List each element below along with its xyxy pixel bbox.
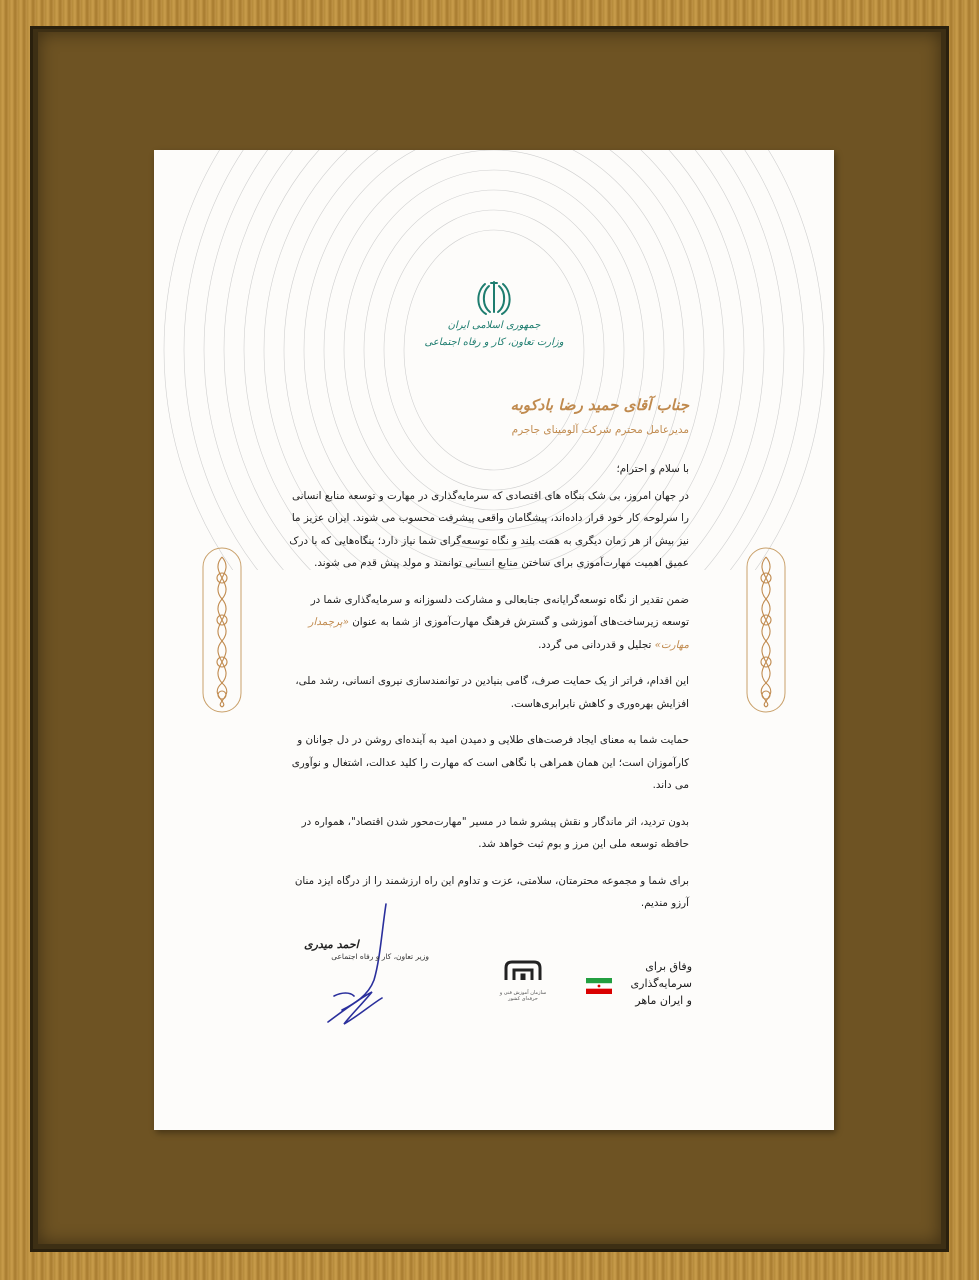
paragraph-1: در جهان امروز، بی شک بنگاه های اقتصادی که سرمایه‌گذاری در مهارت و توسعه منابع انسانی را سرلوحه کار خود قرار داده‌اند، پیشگامان واقعی پیشرفت محسوب می شوند. ایران عزیز ما نیز بیش از هر زمان دیگری به همت بلند و نگاه توسعه‌گرای شما نیاز دارد؛ بنگاه‌هایی که با درک عمیق اهمیت مهارت‌آموزی برای ساختن منابع انسانی توانمند و مولد پیش قدم می شوند. bbox=[289, 489, 689, 569]
campaign-line-2: و ایران ماهر bbox=[635, 994, 692, 1007]
paragraph-2-after: تجلیل و قدردانی می گردد. bbox=[538, 638, 652, 651]
recipient-name: جناب آقای حمید رضا بادکوبه bbox=[510, 396, 689, 414]
certificate-footer bbox=[154, 890, 834, 1110]
letter-body bbox=[289, 458, 689, 929]
award-title: «پرچمدار مهارت» bbox=[308, 616, 689, 651]
paragraph-2-before: ضمن تقدیر از نگاه توسعه‌گرایانه‌ی جنابعالی و مشارکت دلسوزانه و سرمایه‌گذاری شما در توسعه زیرساخت‌های آموزشی و گسترش فرهنگ مهارت‌آموزی از شما به عنوان bbox=[310, 593, 689, 628]
arabesque-ornament-right bbox=[744, 545, 788, 715]
arabesque-ornament-left bbox=[200, 545, 244, 715]
tvto-logo bbox=[496, 958, 550, 1002]
iran-flag-icon bbox=[586, 978, 612, 994]
greeting: با سلام و احترام؛ bbox=[616, 463, 689, 475]
ministry-name: وزارت تعاون، کار و رفاه اجتماعی bbox=[424, 337, 564, 348]
minister-signature bbox=[314, 900, 404, 1030]
ministry-header bbox=[424, 278, 564, 348]
minister-title: وزیر تعاون، کار و رفاه اجتماعی bbox=[331, 952, 429, 961]
paragraph-2 bbox=[289, 589, 689, 657]
government-name: جمهوری اسلامی ایران bbox=[447, 320, 541, 331]
recipient-block bbox=[249, 396, 689, 436]
paragraph-3: این اقدام، فراتر از یک حمایت صرف، گامی بنیادین در توانمندسازی نیروی انسانی، رشد ملی، افزایش بهره‌وری و کاهش نابرابری‌هاست. bbox=[295, 675, 689, 710]
certificate-paper bbox=[154, 150, 834, 1130]
tvto-logo-icon bbox=[496, 958, 550, 984]
iran-emblem-icon bbox=[476, 278, 512, 316]
paragraph-5: بدون تردید، اثر ماندگار و نقش پیشرو شما در مسیر "مهارت‌محور شدن اقتصاد"، همواره در حافظه توسعه ملی این مرز و بوم ثبت خواهد شد. bbox=[301, 815, 689, 850]
paragraph-4: حمایت شما به معنای ایجاد فرصت‌های طلایی و دمیدن امید به آینده‌ای روشن در دل جوانان و کارآموزان است؛ این همان همراهی با نگاهی است که مهارت را کلید عدالت، اشتغال و نوآوری می داند. bbox=[291, 734, 689, 791]
minister-name: احمد میدری bbox=[304, 938, 359, 951]
paragraph-6: برای شما و مجموعه محترمتان، سلامتی، عزت و تداوم این راه ارزشمند را از درگاه ایزد منان آرزو مندیم. bbox=[294, 874, 689, 909]
recipient-title: مدیرعامل محترم شرکت آلومینای جاجرم bbox=[511, 424, 689, 436]
campaign-line-1: وفاق برای سرمایه‌گذاری bbox=[630, 960, 692, 990]
tvto-caption: سازمان آموزش فنی و حرفه‌ای کشور bbox=[499, 990, 547, 1002]
